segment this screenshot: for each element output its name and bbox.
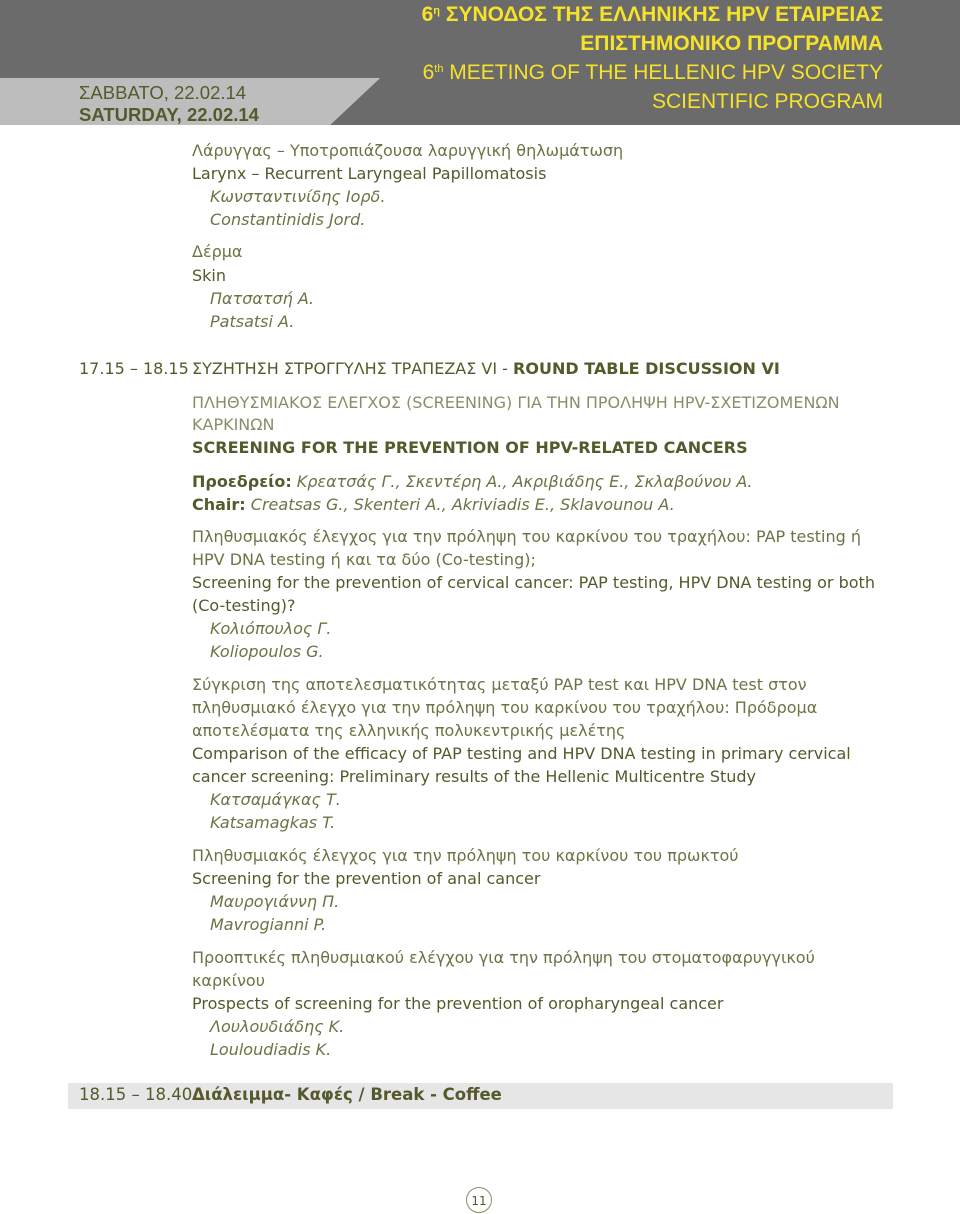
meeting-title-block (422, 0, 883, 116)
talk-title-greek-cont: καρκίνου (192, 971, 265, 990)
page-number: 11 (466, 1187, 492, 1213)
talk-title-english: Prospects of screening for the prevention of oropharyngeal cancer (192, 994, 724, 1013)
item-title-english: Skin (192, 266, 227, 285)
session-subtitle-english: SCREENING FOR THE PREVENTION OF HPV-RELATED CANCERS (192, 438, 748, 457)
talk-title-greek-cont: HPV DNA testing ή και τα δύο (Co-testing); (192, 550, 536, 569)
item-title-english: Larynx – Recurrent Laryngeal Papillomatosis (192, 164, 547, 183)
talk-title-greek: Σύγκριση της αποτελεσματικότητας μεταξύ PAP test και HPV DNA test στον (192, 675, 807, 694)
talk-author-greek: Κολιόπουλος Γ. (210, 619, 332, 638)
talk-title-greek: Προοπτικές πληθυσμιακού ελέγχου για την πρόληψη του στοματοφαρυγγικού (192, 948, 815, 967)
session-subtitle-greek-cont: ΚΑΡΚΙΝΩΝ (192, 415, 275, 434)
talk-title-english: Comparison of the efficacy of PAP testing and HPV DNA testing in primary cervical (192, 744, 851, 763)
item-author-english: Patsatsi A. (210, 312, 295, 331)
talk-title-greek-cont: πληθυσμιακό έλεγχο για την πρόληψη του καρκίνου του τραχήλου: Πρόδρομα (192, 698, 818, 717)
program-title-english: SCIENTIFIC PROGRAM (651, 90, 883, 113)
talk-author-english: Louloudiadis K. (210, 1040, 332, 1059)
item-author-greek: Πατσατσή Α. (210, 289, 314, 308)
talk-author-greek: Μαυρογιάννη Π. (210, 892, 340, 911)
talk-title-english: Screening for the prevention of cervical cancer: PAP testing, HPV DNA testing or both (192, 573, 875, 592)
session-time: 17.15 – 18.15 (79, 359, 189, 378)
talk-author-greek: Λουλουδιάδης Κ. (210, 1017, 345, 1036)
date-block (79, 82, 259, 126)
talk-author-english: Mavrogianni P. (210, 915, 327, 934)
meeting-title-english: 6th MEETING OF THE HELLENIC HPV SOCIETY (422, 61, 883, 84)
talk-author-greek: Κατσαμάγκας Τ. (210, 790, 341, 809)
item-title-greek: Λάρυγγας – Υποτροπιάζουσα λαρυγγική θηλωμάτωση (192, 141, 624, 160)
program-title-greek: ΕΠΙΣΤΗΜΟΝΙΚΟ ΠΡΟΓΡΑΜΜΑ (580, 32, 883, 55)
item-author-english: Constantinidis Jord. (210, 210, 366, 229)
page-header (0, 0, 960, 125)
session-subtitle-greek: ΠΛΗΘΥΣΜΙΑΚΟΣ ΕΛΕΓΧΟΣ (SCREENING) ΓΙΑ ΤΗΝ ΠΡΟΛΗΨΗ HPV-ΣΧΕΤΙΖΟΜΕΝΩΝ (192, 393, 840, 412)
meeting-title-greek: $6^\eta$ ΣΥΝΟΔΟΣ ΤΗΣ ΕΛΛΗΝΙΚΗΣ HPV ΕΤΑΙΡΕΙΑΣ (421, 3, 883, 26)
item-title-greek: Δέρμα (192, 242, 243, 261)
talk-title-english-cont: (Co-testing)? (192, 596, 296, 615)
session-title: ΣΥΖΗΤΗΣΗ ΣΤΡΟΓΓΥΛΗΣ ΤΡΑΠΕΖΑΣ VI - ROUND TABLE DISCUSSION VI (192, 359, 780, 378)
talk-title-greek: Πληθυσμιακός έλεγχος για την πρόληψη του καρκίνου του τραχήλου: PAP testing ή (192, 527, 861, 546)
talk-author-english: Koliopoulos G. (210, 642, 324, 661)
chair-greek: Προεδρείο: Κρεατσάς Γ., Σκεντέρη Α., Ακριβιάδης Ε., Σκλαβούνου Α. (192, 472, 753, 491)
date-greek: ΣΑΒΒΑΤΟ, 22.02.14 (79, 82, 247, 103)
talk-title-english-cont: cancer screening: Preliminary results of the Hellenic Multicentre Study (192, 767, 757, 786)
talk-title-greek: Πληθυσμιακός έλεγχος για την πρόληψη του καρκίνου του πρωκτού (192, 846, 739, 865)
talk-author-english: Katsamagkas T. (210, 813, 336, 832)
talk-title-english: Screening for the prevention of anal cancer (192, 869, 541, 888)
chair-english: Chair: Creatsas G., Skenteri A., Akriviadis E., Sklavounou A. (192, 495, 675, 514)
break-time: 18.15 – 18.40 (79, 1085, 193, 1104)
item-author-greek: Κωνσταντινίδης Ιορδ. (210, 187, 386, 206)
talk-title-greek-cont: αποτελέσματα της ελληνικής πολυκεντρικής μελέτης (192, 721, 626, 740)
date-english: SATURDAY, 22.02.14 (79, 104, 259, 125)
break-label: Διάλειμμα- Καφές / Break - Coffee (192, 1085, 502, 1104)
